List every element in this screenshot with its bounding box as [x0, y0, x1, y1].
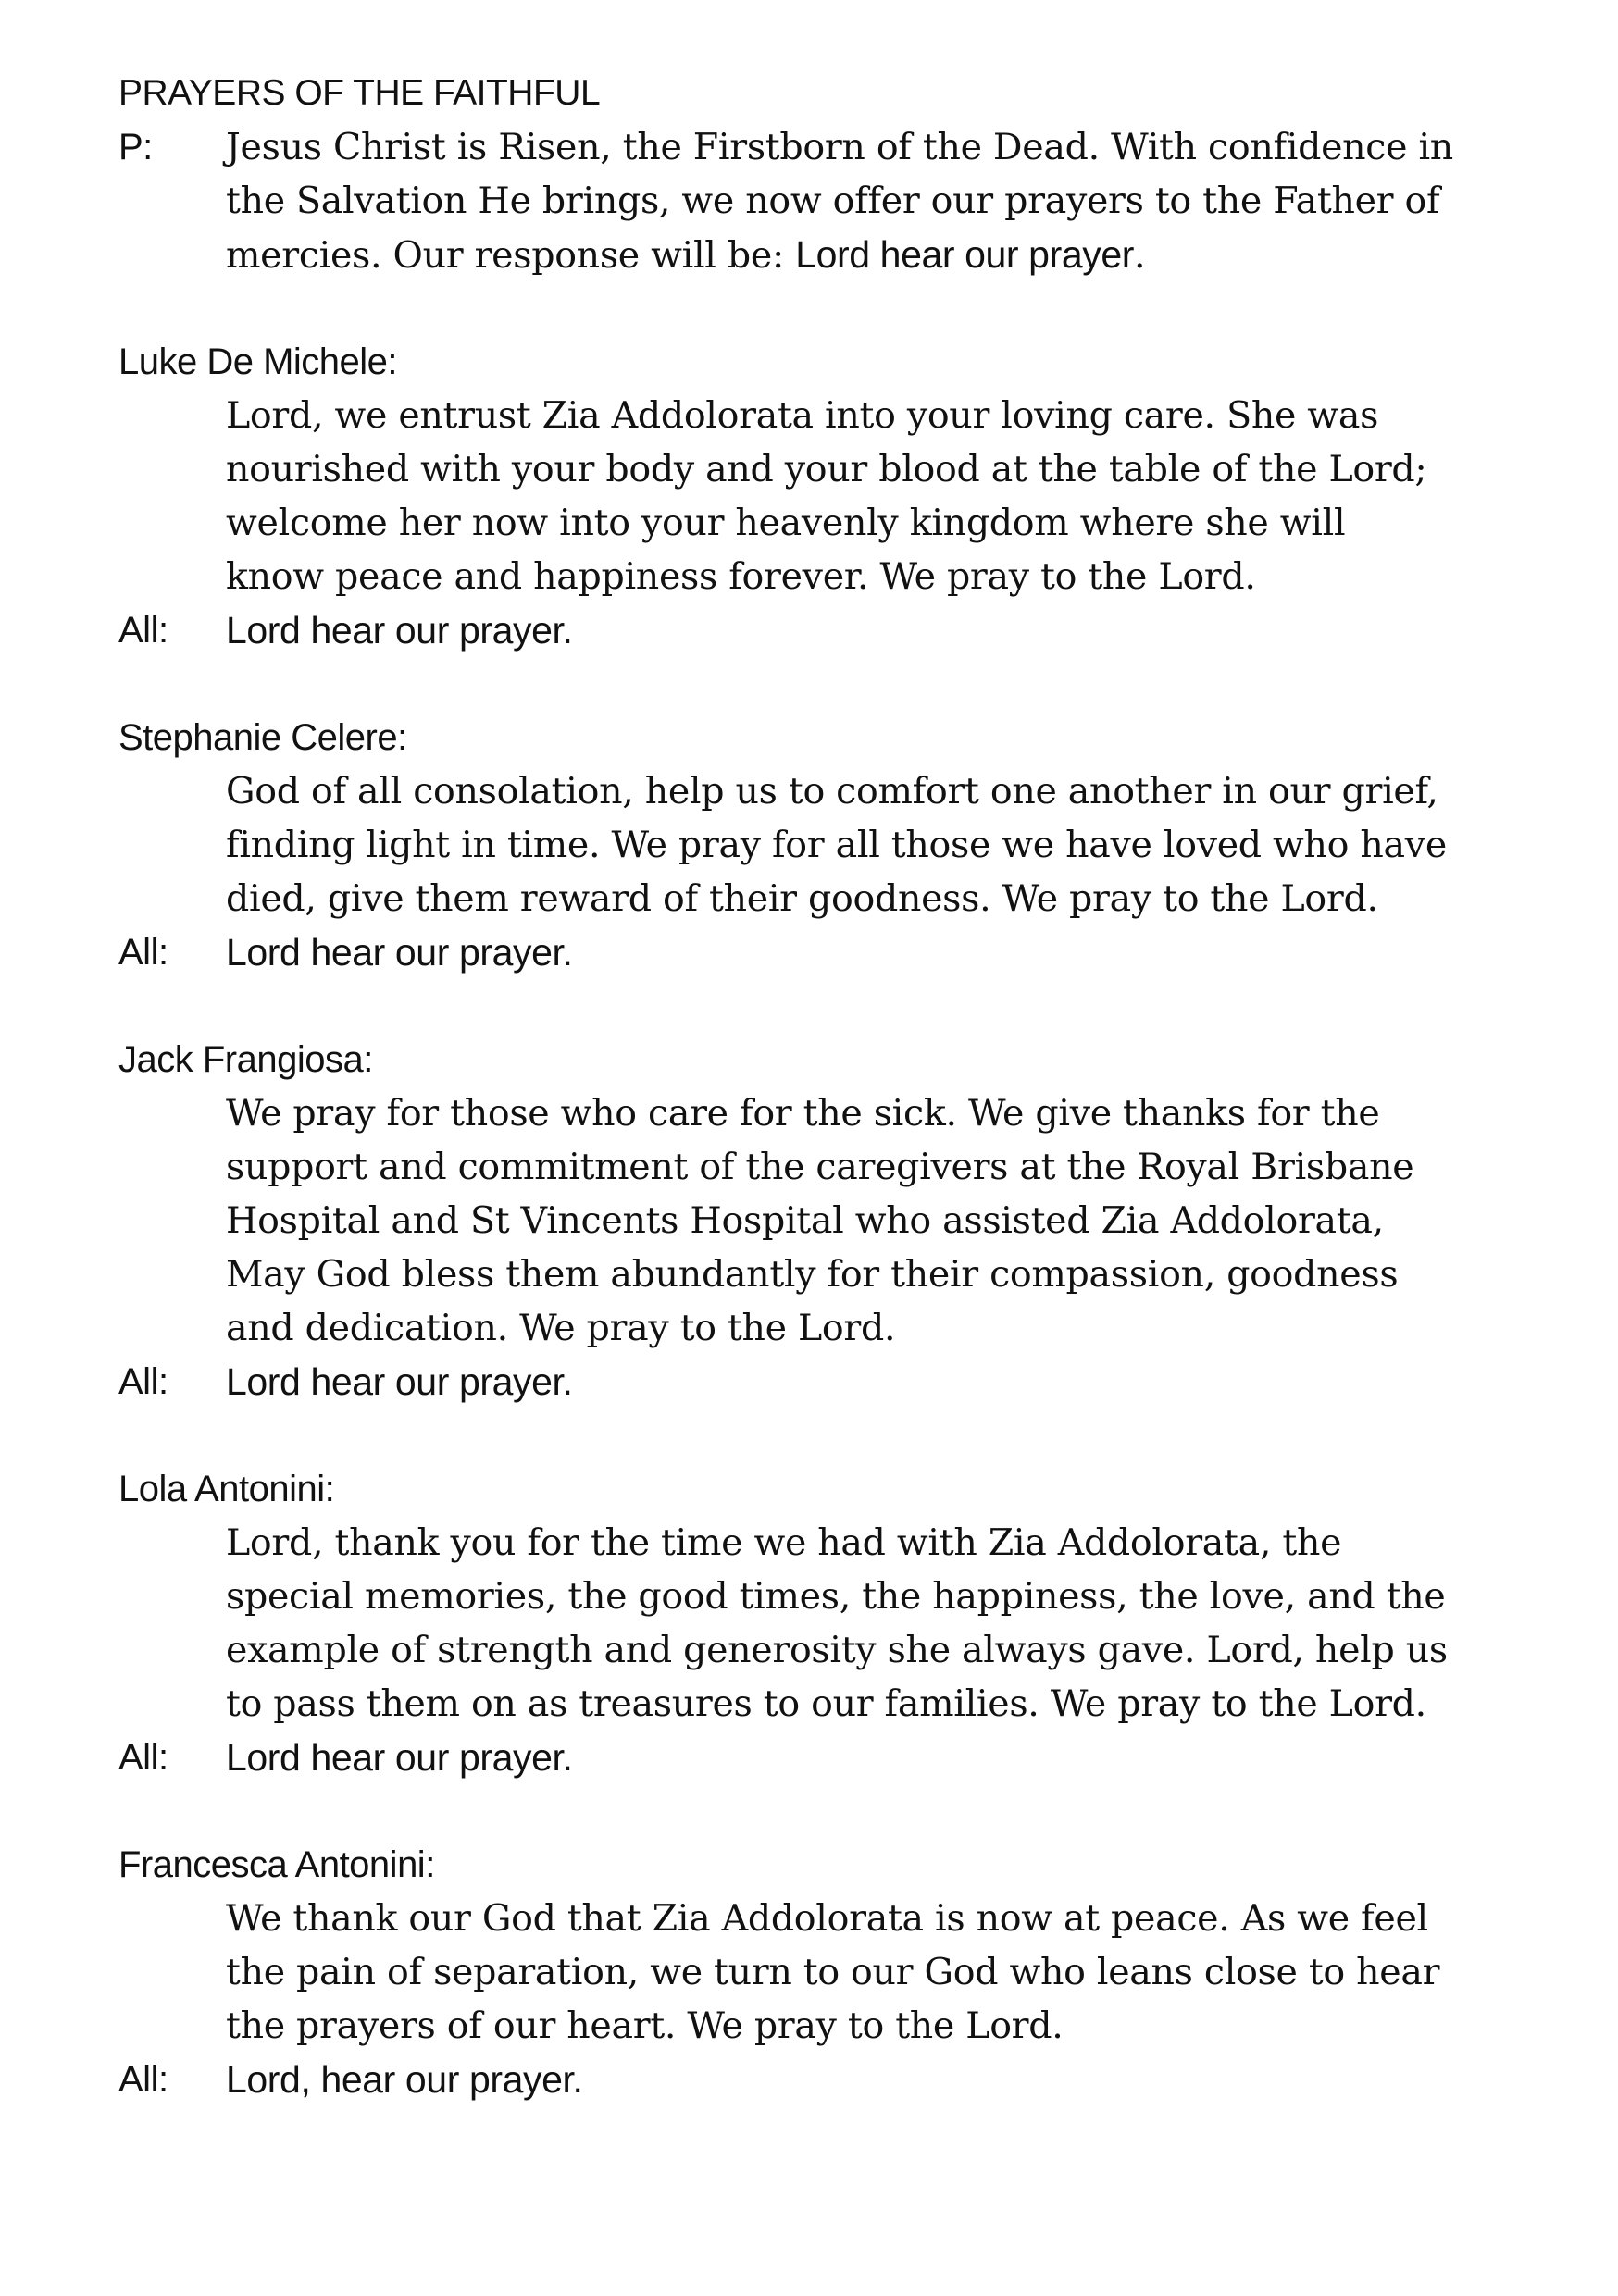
- prayer-line: We thank our God that Zia Addolorata is now at peace. As we feel: [226, 1897, 1428, 1940]
- all-label: All:: [118, 932, 168, 973]
- intro-line-text: mercies. Our response will be:: [226, 234, 796, 277]
- reader-name: Stephanie Celere:: [118, 717, 407, 758]
- prayer-line: Lord, we entrust Zia Addolorata into your loving care. She was: [226, 394, 1379, 437]
- prayer-line: Lord, thank you for the time we had with Zia Addolorata, the: [226, 1521, 1342, 1564]
- all-response: Lord hear our prayer.: [226, 931, 573, 974]
- prayer-line: the pain of separation, we turn to our God who leans close to hear: [226, 1951, 1440, 1993]
- prayer-line: and dedication. We pray to the Lord.: [226, 1307, 896, 1349]
- all-label: All:: [118, 1737, 168, 1778]
- prayer-line: nourished with your body and your blood at the table of the Lord;: [226, 448, 1427, 490]
- all-response: Lord, hear our prayer.: [226, 2058, 583, 2101]
- reader-name: Luke De Michele:: [118, 341, 398, 382]
- reader-name: Jack Frangiosa:: [118, 1039, 373, 1080]
- intro-response: Lord hear our prayer: [795, 233, 1134, 276]
- intro-line-end: .: [1133, 234, 1146, 277]
- prayer-line: to pass them on as treasures to our families. We pray to the Lord.: [226, 1682, 1426, 1725]
- prayer-line: finding light in time. We pray for all those we have loved who have: [226, 824, 1447, 866]
- reader-name: Francesca Antonini:: [118, 1844, 435, 1885]
- prayer-line: the prayers of our heart. We pray to the Lord.: [226, 2004, 1064, 2047]
- prayer-line: know peace and happiness forever. We pray to the Lord.: [226, 555, 1256, 598]
- prayer-line: support and commitment of the caregivers at the Royal Brisbane: [226, 1146, 1414, 1188]
- reader-name: Lola Antonini:: [118, 1469, 335, 1509]
- all-label: All:: [118, 2059, 168, 2100]
- prayer-line: welcome her now into your heavenly kingdom where she will: [226, 502, 1346, 544]
- prayer-line: May God bless them abundantly for their compassion, goodness: [226, 1253, 1399, 1296]
- page-title: PRAYERS OF THE FAITHFUL: [118, 73, 601, 113]
- prayer-line: God of all consolation, help us to comfort one another in our grief,: [226, 770, 1438, 813]
- prayer-line: special memories, the good times, the happiness, the love, and the: [226, 1575, 1446, 1618]
- prayer-line: died, give them reward of their goodness. We pray to the Lord.: [226, 877, 1378, 920]
- intro-line: [226, 228, 1145, 282]
- prayer-line: We pray for those who care for the sick. We give thanks for the: [226, 1092, 1380, 1135]
- priest-label: P:: [118, 127, 153, 168]
- intro-line: Jesus Christ is Risen, the Firstborn of the Dead. With confidence in: [226, 126, 1453, 168]
- all-label: All:: [118, 610, 168, 651]
- intro-line: the Salvation He brings, we now offer our prayers to the Father of: [226, 180, 1440, 222]
- all-label: All:: [118, 1361, 168, 1402]
- all-response: Lord hear our prayer.: [226, 1360, 573, 1403]
- prayer-line: Hospital and St Vincents Hospital who assisted Zia Addolorata,: [226, 1199, 1384, 1242]
- all-response: Lord hear our prayer.: [226, 609, 573, 652]
- all-response: Lord hear our prayer.: [226, 1736, 573, 1779]
- prayer-line: example of strength and generosity she always gave. Lord, help us: [226, 1629, 1448, 1671]
